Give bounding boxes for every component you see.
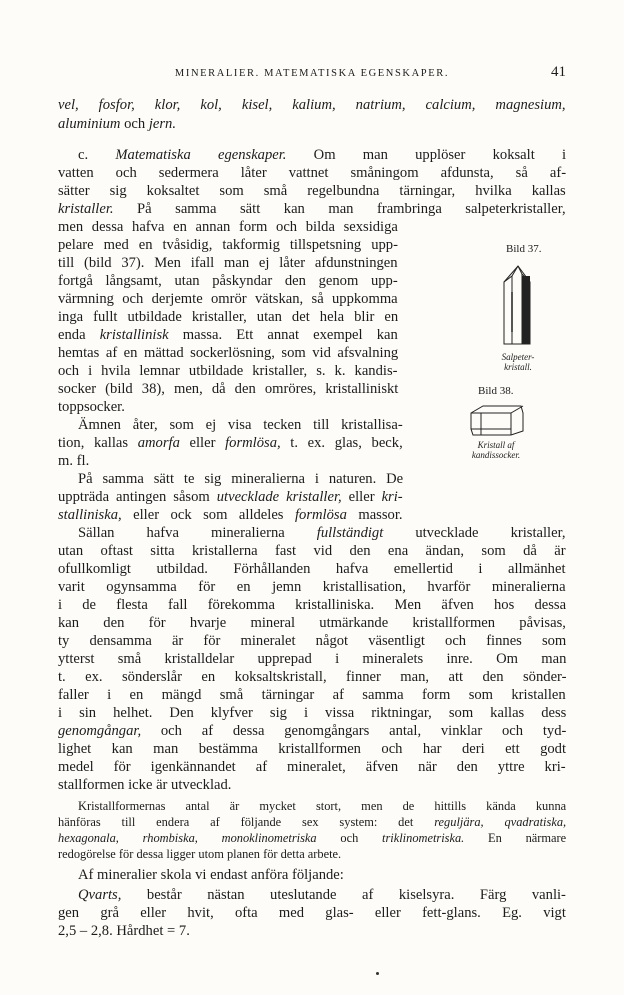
- body-line: [58, 200, 566, 218]
- body-line: [58, 96, 566, 114]
- note-text-run: hexagonala, rhombiska, monoklinometriska: [58, 831, 317, 845]
- body-text-run: uppträda antingen såsom: [58, 489, 217, 505]
- body-text-run: På samma sätt kan man frambringa salpeterkristaller,: [113, 201, 566, 217]
- body-text-run: eller: [341, 489, 382, 505]
- body-line: [58, 578, 566, 596]
- body-text-run: genomgångar,: [58, 723, 142, 739]
- body-text-run: medel för igenkännandet af mineralet, äfven när den yttre kri-: [58, 759, 566, 775]
- quartz-text-run: består nästan uteslutande af kiselsyra. Färg vanli-: [121, 887, 566, 903]
- body-line: [58, 254, 398, 272]
- body-line: [58, 115, 176, 133]
- body-text-run: eller: [179, 435, 226, 451]
- body-line: [58, 686, 566, 704]
- page-mark: [376, 972, 379, 975]
- body-text-run: värmning och derjemte omrör vätskan, så uppkomma: [58, 291, 398, 307]
- body-line: [58, 668, 566, 686]
- body-text-run: t. ex. sönderslår en koksaltskristall, finner man, att den sönder-: [58, 669, 567, 685]
- body-text-run: toppsocker.: [58, 399, 125, 415]
- body-text-run: t. ex. glas, beck,: [280, 435, 403, 451]
- note-line: [58, 815, 566, 830]
- body-text-run: ytterst små kristalldelar upprepad i mineralets inre. Om man: [58, 651, 567, 667]
- body-text-run: ty densamma är för mineralet något väsentligt och finnes som: [58, 633, 567, 649]
- body-line: [58, 236, 398, 254]
- note-text-run: Kristallformernas antal är mycket stort, men de hittills kända kunna: [78, 799, 567, 813]
- body-text-run: varit ogynsamma för en jemn kristallisation, hvarför mineralierna: [58, 579, 566, 595]
- note-text-run: och: [316, 831, 383, 845]
- figure-38-label: Bild 38.: [478, 385, 514, 397]
- body-line: [58, 614, 566, 632]
- body-line: [58, 704, 566, 722]
- body-text-run: m. fl.: [58, 453, 90, 469]
- body-text-run: tion, kallas: [58, 435, 138, 451]
- body-text-run: På samma sätt te sig mineralierna i naturen. De: [78, 471, 404, 487]
- figure-37-label: Bild 37.: [506, 243, 542, 255]
- body-line: [58, 452, 89, 470]
- quartz-line: [78, 866, 344, 884]
- body-text-run: massa. Ett annat exempel kan: [168, 327, 398, 343]
- body-text-run: vatten och sedermera låter vattnet småningom afdunsta, så af-: [58, 165, 567, 181]
- body-text-run: stallformen icke är utvecklad.: [58, 777, 232, 793]
- quartz-text-run: gen grå eller hvit, ofta med glas- eller fett-glans. Eg. vigt: [58, 905, 566, 921]
- body-line: [58, 632, 566, 650]
- body-text-run: och: [120, 116, 149, 132]
- note-text-run: redogörelse för dessa ligger utom planen för detta arbete.: [58, 847, 342, 861]
- body-text-run: aluminium: [58, 116, 121, 132]
- note-text-run: hänföras till endera af följande sex system: det: [58, 815, 435, 829]
- note-text-run: En närmare: [464, 831, 567, 845]
- quartz-text-run: Qvarts,: [78, 887, 122, 903]
- body-text-run: formlösa: [294, 507, 347, 523]
- body-line: [58, 380, 398, 398]
- body-text-run: lighet kan man bestämma kristallformen och har deri ett godt: [58, 741, 567, 757]
- body-text-run: Om man upplöser koksalt i: [286, 147, 567, 163]
- body-text-run: i sin helhet. Den klyfver sig i vissa riktningar, som kallas dess: [58, 705, 567, 721]
- body-line: [78, 470, 403, 488]
- body-line: [58, 398, 125, 416]
- note-line: [58, 831, 566, 846]
- body-line: [58, 596, 566, 614]
- body-line: [58, 776, 231, 794]
- body-text-run: utvecklade kristaller,: [383, 525, 566, 541]
- quartz-line: [78, 886, 566, 904]
- body-line: [58, 542, 566, 560]
- body-line: [58, 326, 398, 344]
- body-text-run: utan oftast sitta kristallerna fast vid den ena ändan, som då är: [58, 543, 566, 559]
- body-text-run: Sällan hafva mineralierna: [78, 525, 317, 541]
- body-text-run: kristaller.: [58, 201, 114, 217]
- body-text-run: formlösa,: [225, 435, 281, 451]
- body-text-run: i de flesta fall förekomma kristalliniska. Men äfven hos dessa: [58, 597, 567, 613]
- body-text-run: kan den för hvarje mineral utmärkande kristallformen påvisas,: [58, 615, 566, 631]
- body-text-run: inga fullt utbildade kristaller, utan det hela blir en: [58, 309, 399, 325]
- body-text-run: och af dessa genomgångars antal, vinklar och tyd-: [141, 723, 567, 739]
- quartz-text-run: 2,5 – 2,8. Hårdhet = 7.: [58, 923, 190, 939]
- body-text-run: pelare med en tvåsidig, takformig tillspetsning upp-: [58, 237, 398, 253]
- body-text-run: fortgå långsamt, utan påskyndar den genom upp-: [58, 273, 398, 289]
- body-text-run: utvecklade kristaller,: [216, 489, 342, 505]
- body-line: [58, 182, 566, 200]
- figure-37-caption: Salpeter-kristall.: [501, 352, 535, 372]
- body-text-run: kri-: [381, 489, 403, 505]
- body-text-run: hemtas af en mättad sockerlösning, som vid afsvalning: [58, 345, 399, 361]
- body-line: [58, 434, 403, 452]
- body-text-run: Matematiska egenskaper.: [115, 147, 287, 163]
- body-text-run: eller ock som alldeles: [121, 507, 295, 523]
- quartz-text-run: Af mineralier skola vi endast anföra följande:: [78, 867, 344, 883]
- body-text-run: socker (bild 38), men, då den omröres, kristalliniskt: [58, 381, 399, 397]
- body-text-run: och i hvila lemnar utbildade kristaller, s. k. kandis-: [58, 363, 398, 379]
- note-line: [58, 847, 341, 862]
- page-header: [58, 64, 566, 84]
- body-text-run: Ämnen åter, som ej visa tecken till kristallisa-: [78, 417, 403, 433]
- body-text-run: vel, fosfor, klor, kol, kisel, kalium, natrium, calcium, magnesium,: [58, 97, 566, 113]
- body-text-run: till (bild 37). Men ifall man ej låter afdunstningen: [58, 255, 398, 271]
- body-line: [58, 308, 398, 326]
- note-text-run: reguljära, qvadratiska,: [434, 815, 567, 829]
- body-text-run: fullständigt: [316, 525, 384, 541]
- page-number: 41: [551, 64, 566, 80]
- body-text-run: enda: [58, 327, 100, 343]
- body-line: [58, 740, 566, 758]
- body-line: [58, 560, 566, 578]
- body-line: [58, 650, 566, 668]
- body-line: [58, 758, 566, 776]
- body-text-run: c.: [78, 147, 116, 163]
- note-text-run: triklinometriska.: [382, 831, 465, 845]
- note-line: [78, 799, 566, 814]
- body-text-run: stalliniska,: [58, 507, 122, 523]
- running-head: MINERALIER. MATEMATISKA EGENSKAPER.: [174, 68, 450, 79]
- body-text-run: faller i en mängd små tärningar af samma form som kristallen: [58, 687, 566, 703]
- body-line: [58, 488, 403, 506]
- body-text-run: sätter sig koksaltet som små regelbundna tärningar, hvilka kallas: [58, 183, 566, 199]
- body-line: [58, 218, 398, 236]
- body-line: [58, 272, 398, 290]
- body-line: [58, 722, 566, 740]
- body-line: [58, 506, 403, 524]
- body-text-run: massor.: [346, 507, 403, 523]
- figure-38-caption: Kristall af kandissocker.: [471, 440, 521, 460]
- body-line: [78, 146, 566, 164]
- body-line: [78, 524, 566, 542]
- body-line: [58, 164, 566, 182]
- body-text-run: kristallinisk: [99, 327, 169, 343]
- body-text-run: ofullkomligt utbildad. Förhållanden hafva emellertid i allmänhet: [58, 561, 566, 577]
- quartz-line: [58, 904, 566, 922]
- body-text-run: men dessa hafva en annan form och bilda sexsidiga: [58, 219, 398, 235]
- body-line: [58, 290, 398, 308]
- quartz-line: [58, 922, 190, 940]
- salpeter-crystal-figure: [498, 262, 538, 348]
- body-line: [58, 344, 398, 362]
- body-line: [58, 362, 398, 380]
- kandissocker-crystal-figure: [467, 403, 527, 437]
- body-line: [78, 416, 403, 434]
- body-text-run: amorfa: [137, 435, 180, 451]
- body-text-run: jern.: [148, 116, 176, 132]
